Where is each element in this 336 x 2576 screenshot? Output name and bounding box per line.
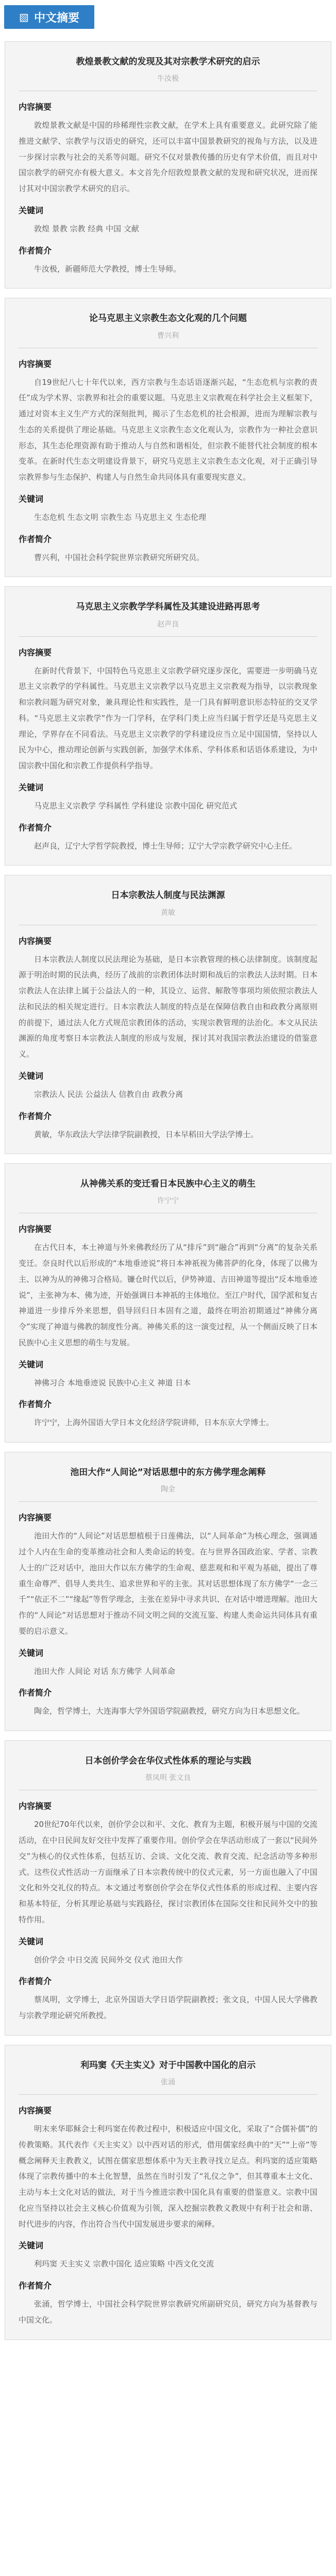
keywords-label: 关键词 [19,1359,44,1369]
banner-wrap [0,0,336,32]
article-card [5,298,331,577]
article-card [5,1740,331,2036]
article-title[interactable]: 利玛窦《天主实义》对于中国教中国化的启示 [80,2060,256,2071]
book-icon: ▧ [19,11,29,23]
article-card [5,875,331,1154]
abstract-text: 在古代日本，本土神道与外来佛教经历了从“排斥”到“融合”再到“分离”的复杂关系变迁。奈良时代以后形成的“本地垂迹说”将日本神祇视为佛菩萨的化身，体现了以佛为主、以神为从的神佛习合格局。镰仓时代以后，伊势神道、吉田神道等提出“反本地垂迹说”，主张神为本、佛为迹，开始强调日本神祇的主体地位。至江户时代，国学派和复古神道进一步排斥外来思想，倡导回归日本固有之道，最终在明治初期通过“神佛分离令”实现了神道与佛教的制度性分离。神佛关系的这一演变过程，从一个侧面反映了日本民族中心主义思想的萌生与发展。 [19,1243,317,1347]
author-bio-label: 作者简介 [19,2281,52,2291]
content-label: 内容摘要 [19,1224,52,1234]
article-author: 陶金 [161,1485,175,1494]
article-title[interactable]: 教煌景教文献的发现及其对宗教学术研究的启示 [76,57,260,67]
keywords-text: 宗教法人 民法 公益法人 信教自由 政教分离 [34,1089,183,1099]
author-bio-label: 作者简介 [19,1399,52,1410]
article-title[interactable]: 日本宗教法人制度与民法渊源 [111,890,225,901]
abstract-text: 敦煌景教文献是中国的珍稀理性宗教文献，在学术上具有重要意义。此研究除了能推进文献学、宗教学与汉语史的研究，还可以丰富中国景教研究的视角与方法，以及进一步探讨宗教与社会的关系等问题。研究不仅对景教传播的历史有学术价值，而且对中国宗教学的研究亦有极大意义。本文首先介绍敦煌景教文献的发现和研究状况，进而探讨其对中国宗教学术研究的启示。 [19,121,317,194]
author-bio-label: 作者简介 [19,822,52,833]
article-card [5,1163,331,1443]
content-label: 内容摘要 [19,2106,52,2115]
content-label: 内容摘要 [19,647,52,657]
article-author: 张涌 [161,2078,175,2087]
keywords-label: 关键词 [19,205,44,215]
article-author: 牛汝极 [157,75,179,83]
section-banner [4,5,94,29]
keywords-text: 利玛窦 天主实义 宗教中国化 适应策略 中西文化交流 [34,2259,214,2269]
author-bio-text: 曹兴利，中国社会科学院世界宗教研究所研究员。 [34,552,205,562]
keywords-label: 关键词 [19,494,44,504]
abstract-text: 在新时代背景下，中国特色马克思主义宗教学研究逐步深化，需要进一步明确马克思主义宗教学的学科属性。马克思主义宗教学以马克思主义宗教观为指导，以宗教现象和宗教问题为研究对象，兼具理论性和实践性，是一门具有鲜明意识形态特征的交叉学科。“马克思主义宗教学”作为一门学科，在学科门类上应当归属于哲学还是马克思主义理论，学界存在不同看法。马克思主义宗教学的学科建设应当立足中国国情，坚持以人民为中心，推动理论创新与实践创新，加强学术体系、学科体系和话语体系建设，为中国宗教中国化和宗教工作提供科学指导。 [19,666,317,771]
article-author: 曹兴利 [157,331,179,340]
content-label: 内容摘要 [19,1801,52,1811]
article-author: 赵声良 [157,620,179,629]
divider [19,2094,317,2095]
keywords-label: 关键词 [19,1936,44,1946]
author-bio-text: 许宁宁，上海外国语大学日本文化经济学院讲师，日本东京大学博士。 [34,1418,274,1428]
article-title[interactable]: 日本创价学会在华仪式性体系的理论与实践 [85,1756,251,1767]
article-author: 许宁宁 [157,1197,179,1206]
article-card [5,41,331,289]
keywords-label: 关键词 [19,782,44,792]
divider [19,1501,317,1502]
abstract-text: 自19世纪八七十年代以来，西方宗教与生态话语逐渐兴起，“生态危机与宗教的责任”成为学术界、宗教界和社会的重要议题。马克思主义宗教观在科学社会主义框架下，通过对资本主义生产方式的深刻批判，揭示了生态危机的社会根源，进而为理解宗教与生态的关系提供了理论基础。马克思主义宗教生态文化观认为，宗教作为一种社会意识形态，其生态伦理资源有助于推动人与自然和谐相处，但宗教不能替代社会制度的根本变革。在新时代生态文明建设背景下，研究马克思主义宗教生态文化观，对于正确引导宗教界参与生态保护、构建人与自然生命共同体具有重要现实意义。 [19,377,317,482]
author-bio-text: 张涌，哲学博士，中国社会科学院世界宗教研究所副研究员，研究方向为基督教与中国文化。 [19,2299,317,2325]
keywords-text: 创价学会 中日交流 民间外交 仪式 池田大作 [34,1955,183,1964]
article-title[interactable]: 论马克思主义宗教生态文化观的几个问题 [89,313,247,324]
author-bio-text: 黄敏，华东政法大学法律学院副教授，日本早稻田大学法学博士。 [34,1129,259,1139]
author-bio-text: 蔡凤明，文学博士，北京外国语大学日语学院副教授；张文良，中国人民大学佛教与宗教学理论研究所教授。 [19,1995,317,2021]
article-card [5,586,331,866]
article-title[interactable]: 从神佛关系的变迁看日本民族中心主义的萌生 [80,1179,256,1190]
content-label: 内容摘要 [19,359,52,369]
abstract-text: 日本宗教法人制度以民法理论为基础，是日本宗教管理的核心法律制度。该制度起源于明治时期的民法典，经历了战前的宗教团体法时期和战后的宗教法人法时期。日本宗教法人在法律上属于公益法人的一种，其设立、运营、解散等事项均须依照宗教法人法和民法的相关规定进行。日本宗教法人制度的特点是在保障信教自由和政教分离原则的前提下，通过法人化方式规范宗教团体的活动，实现宗教管理的法治化。本文从民法渊源的角度考察日本宗教法人制度的形成与发展，探讨其对我国宗教法治建设的借鉴意义。 [19,954,317,1059]
keywords-text: 敦煌 景教 宗教 经典 中国 文献 [34,224,139,233]
author-bio-label: 作者简介 [19,534,52,544]
keywords-label: 关键词 [19,1648,44,1658]
author-bio-label: 作者简介 [19,245,52,256]
author-bio-text: 牛汝极，新疆师范大学教授，博士生导师。 [34,264,181,274]
article-title[interactable]: 马克思主义宗教学学科属性及其建设进路再思考 [76,602,260,613]
author-bio-text: 陶金，哲学博士，大连海事大学外国语学院副教授，研究方向为日本思想文化。 [34,1706,305,1716]
article-card [5,2045,331,2340]
article-author: 黄敏 [161,908,175,917]
banner-title: 中文摘要 [33,11,79,25]
keywords-label: 关键词 [19,1071,44,1081]
article-title[interactable]: 池田大作“人间论”对话思想中的东方佛学理念阐释 [70,1467,266,1478]
keywords-text: 池田大作 人间论 对话 东方佛学 人间革命 [34,1666,176,1676]
abstract-text: 池田大作的“人间论”对话思想植根于日莲佛法，以“人间革命”为核心理念，强调通过个人内在生命的变革推动社会和人类命运的转变。在与世界各国政治家、学者、宗教人士的广泛对话中，池田大作以东方佛学的生命观、慈悲观和和平观为基础，提出了尊重生命尊严、倡导人类共生、追求世界和平的主张。其对话思想体现了东方佛学“一念三千”“依正不二”“缘起”等哲学理念，主张在差异中寻求共识、在对话中增进理解。池田大作的“人间论”对话思想对于推动不同文明之间的交流互鉴、构建人类命运共同体具有重要的启示意义。 [19,1531,317,1636]
author-bio-text: 赵声良，辽宁大学哲学院教授，博士生导师；辽宁大学宗教学研究中心主任。 [34,841,297,851]
divider [19,636,317,637]
author-bio-label: 作者简介 [19,1688,52,1698]
footer-space [0,2340,336,2351]
abstract-text: 明末来华耶稣会士利玛窦在传教过程中，积极适应中国文化，采取了“合儒补儒”的传教策略。其代表作《天主实义》以中西对话的形式，借用儒家经典中的“天”“上帝”等概念阐释天主教教义，试图在儒家思想体系中为天主教寻找立足点。利玛窦的适应策略体现了宗教传播中的本土化智慧，虽然在当时引发了“礼仪之争”，但其尊重本土文化、主动与本土文化对话的做法，对于当今推进宗教中国化具有重要的借鉴意义。宗教中国化应当坚持以社会主义核心价值观为引领，深入挖掘宗教教义教规中有利于社会和谐、时代进步的内容，作出符合当代中国发展进步要求的阐释。 [19,2124,317,2229]
content-label: 内容摘要 [19,102,52,112]
article-author: 蔡凤明 张文良 [145,1774,191,1783]
content-label: 内容摘要 [19,1513,52,1523]
abstract-text: 20世纪70年代以来，创价学会以和平、文化、教育为主题，积极开展与中国的交流活动，在中日民间友好交往中发挥了重要作用。创价学会在华活动形成了一套以“民间外交”为核心的仪式性体系，包括互访、会谈、文化交流、教育交流、纪念活动等多种形式。这些仪式性活动一方面继承了日本宗教传统中的仪式元素，另一方面也融入了中国文化和外交礼仪的特点。本文通过考察创价学会在华仪式性体系的形成过程、主要内容和基本特征，分析其理论基础与实践路径，探讨宗教团体在国际交往和民间外交中的独特作用。 [19,1820,317,1924]
keywords-text: 神佛习合 本地垂迹说 民族中心主义 神道 日本 [34,1378,191,1387]
article-card [5,1452,331,1731]
author-bio-label: 作者简介 [19,1976,52,1987]
keywords-text: 生态危机 生态文明 宗教生态 马克思主义 生态伦理 [34,512,207,522]
article-list [0,41,336,2340]
author-bio-label: 作者简介 [19,1111,52,1121]
content-label: 内容摘要 [19,936,52,946]
keywords-label: 关键词 [19,2241,44,2251]
keywords-text: 马克思主义宗教学 学科属性 学科建设 宗教中国化 研究范式 [34,801,238,810]
